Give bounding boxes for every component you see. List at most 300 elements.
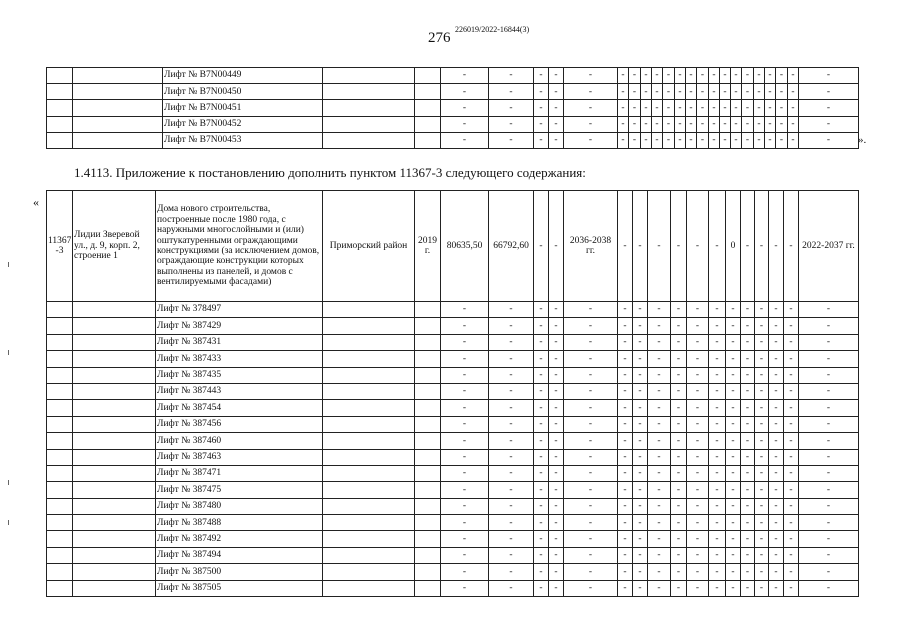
- table-cell: -: [564, 116, 618, 132]
- table-cell: -: [799, 416, 859, 432]
- table-cell: -: [784, 580, 799, 596]
- table-cell: [323, 68, 415, 84]
- table-cell: -: [742, 100, 754, 116]
- table-cell: [415, 351, 441, 367]
- table-cell: -: [741, 400, 755, 416]
- table-cell: -: [633, 367, 648, 383]
- table-cell: -: [799, 367, 859, 383]
- table-cell: -: [534, 531, 549, 547]
- table-cell: -: [652, 116, 663, 132]
- table-cell: -: [489, 465, 534, 481]
- table-cell: -: [489, 580, 534, 596]
- table-cell: [323, 116, 415, 132]
- table-cell: -: [671, 367, 687, 383]
- table-row: [47, 367, 859, 383]
- table-row: [47, 116, 859, 132]
- table-cell: -: [769, 433, 784, 449]
- table-cell: -: [633, 580, 648, 596]
- table-cell: -: [549, 564, 564, 580]
- table-cell: -: [709, 433, 726, 449]
- table-cell: -: [799, 100, 859, 116]
- table-cell: [73, 580, 156, 596]
- table-cell: -: [741, 318, 755, 334]
- table-cell: -: [784, 416, 799, 432]
- table-cell: -: [489, 100, 534, 116]
- table-cell: -: [534, 515, 549, 531]
- table-cell: [73, 383, 156, 399]
- table-cell: -: [663, 116, 675, 132]
- table-cell: -: [534, 132, 549, 148]
- table-cell: [323, 416, 415, 432]
- table-cell: -: [534, 547, 549, 563]
- table-cell: -: [709, 400, 726, 416]
- table-cell: -: [726, 367, 741, 383]
- table-row: [47, 84, 859, 100]
- year: 2019 г.: [415, 191, 441, 302]
- table-cell: [323, 547, 415, 563]
- table-cell: -: [675, 84, 686, 100]
- table-cell: [323, 318, 415, 334]
- table-cell: -: [441, 531, 489, 547]
- table-cell: -: [741, 433, 755, 449]
- table-cell: -: [633, 531, 648, 547]
- table-cell: -: [687, 482, 709, 498]
- table-cell: -: [564, 383, 618, 399]
- table-cell: -: [799, 531, 859, 547]
- table-cell: -: [788, 116, 799, 132]
- table-cell: -: [784, 400, 799, 416]
- area-total: 80635,50: [441, 191, 489, 302]
- table-cell: -: [799, 498, 859, 514]
- table-cell: -: [648, 531, 671, 547]
- table-cell: -: [776, 116, 788, 132]
- table-cell: -: [441, 416, 489, 432]
- table-cell: -: [648, 191, 671, 302]
- table-cell: [73, 449, 156, 465]
- table-cell: -: [441, 84, 489, 100]
- table-cell: -: [564, 564, 618, 580]
- table-cell: [323, 367, 415, 383]
- table-cell: -: [648, 465, 671, 481]
- table-cell: -: [671, 449, 687, 465]
- table-cell: -: [648, 383, 671, 399]
- table-cell: -: [687, 580, 709, 596]
- table-cell: -: [534, 84, 549, 100]
- table-cell: -: [769, 400, 784, 416]
- table-cell: -: [549, 351, 564, 367]
- lift-table-continued: [46, 67, 859, 149]
- table-cell: [415, 334, 441, 350]
- page-number: 276: [428, 30, 451, 46]
- table-cell: -: [549, 580, 564, 596]
- table-cell: [73, 68, 163, 84]
- table-cell: -: [784, 433, 799, 449]
- table-cell: [73, 351, 156, 367]
- table-cell: -: [633, 564, 648, 580]
- table-cell: -: [564, 449, 618, 465]
- table-cell: -: [741, 531, 755, 547]
- table-cell: [47, 482, 73, 498]
- table-cell: -: [441, 547, 489, 563]
- table-cell: [73, 547, 156, 563]
- table-cell: -: [799, 334, 859, 350]
- table-cell: -: [799, 351, 859, 367]
- table-cell: -: [549, 498, 564, 514]
- table-cell: -: [489, 351, 534, 367]
- table-cell: -: [784, 351, 799, 367]
- table-cell: -: [618, 515, 633, 531]
- table-cell: -: [726, 383, 741, 399]
- scan-mark: [8, 520, 9, 525]
- table-cell: -: [671, 400, 687, 416]
- lift-label: Лифт № 387429: [156, 318, 323, 334]
- table-cell: -: [769, 302, 784, 318]
- table-cell: -: [564, 547, 618, 563]
- table-row: [47, 351, 859, 367]
- table-cell: -: [769, 482, 784, 498]
- table-cell: -: [709, 84, 720, 100]
- table-cell: -: [687, 433, 709, 449]
- table-cell: -: [799, 564, 859, 580]
- table-cell: -: [687, 191, 709, 302]
- table-cell: -: [741, 416, 755, 432]
- table-cell: -: [687, 515, 709, 531]
- table-cell: -: [671, 318, 687, 334]
- table-cell: -: [534, 302, 549, 318]
- table-row: [47, 132, 859, 148]
- table-cell: -: [709, 515, 726, 531]
- table-cell: -: [731, 84, 742, 100]
- table-row: [47, 498, 859, 514]
- table-cell: -: [755, 416, 769, 432]
- table-cell: -: [755, 482, 769, 498]
- table-cell: -: [799, 465, 859, 481]
- table-cell: [73, 400, 156, 416]
- table-cell: [47, 318, 73, 334]
- building-row: [47, 191, 859, 302]
- table-cell: -: [648, 416, 671, 432]
- table-cell: -: [671, 482, 687, 498]
- table-cell: -: [687, 498, 709, 514]
- table-cell: -: [564, 68, 618, 84]
- table-cell: -: [687, 383, 709, 399]
- table-cell: -: [788, 132, 799, 148]
- table-cell: -: [618, 68, 629, 84]
- table-cell: -: [709, 100, 720, 116]
- table-cell: -: [489, 132, 534, 148]
- table-cell: -: [741, 334, 755, 350]
- table-cell: -: [755, 564, 769, 580]
- table-cell: -: [799, 547, 859, 563]
- table-cell: [73, 84, 163, 100]
- building-table: [46, 190, 859, 597]
- table-cell: -: [441, 564, 489, 580]
- table-cell: -: [726, 580, 741, 596]
- table-cell: -: [799, 318, 859, 334]
- lift-label: Лифт № 387471: [156, 465, 323, 481]
- table-cell: -: [489, 383, 534, 399]
- lift-label: Лифт № 387480: [156, 498, 323, 514]
- table-cell: -: [441, 449, 489, 465]
- table-cell: -: [726, 515, 741, 531]
- table-cell: -: [726, 433, 741, 449]
- table-cell: -: [663, 84, 675, 100]
- table-cell: -: [687, 547, 709, 563]
- table-row: [47, 400, 859, 416]
- table-cell: [323, 100, 415, 116]
- table-cell: -: [489, 116, 534, 132]
- table-cell: [73, 564, 156, 580]
- table-cell: -: [769, 465, 784, 481]
- table-cell: -: [799, 84, 859, 100]
- table-cell: -: [671, 564, 687, 580]
- table-cell: -: [534, 564, 549, 580]
- table-row: [47, 433, 859, 449]
- table-cell: -: [726, 351, 741, 367]
- table-cell: -: [754, 116, 765, 132]
- table-cell: -: [726, 531, 741, 547]
- table-cell: -: [618, 334, 633, 350]
- table-cell: -: [709, 302, 726, 318]
- table-cell: [73, 334, 156, 350]
- table-cell: -: [618, 449, 633, 465]
- table-cell: -: [788, 68, 799, 84]
- table-cell: -: [629, 68, 641, 84]
- district: Приморский район: [323, 191, 415, 302]
- table-cell: -: [549, 515, 564, 531]
- table-cell: -: [720, 84, 731, 100]
- table-cell: -: [769, 191, 784, 302]
- table-cell: -: [755, 318, 769, 334]
- table-cell: -: [755, 191, 769, 302]
- table-cell: -: [489, 416, 534, 432]
- table-cell: -: [686, 132, 697, 148]
- table-cell: -: [769, 334, 784, 350]
- lift-label: Лифт № B7N00449: [163, 68, 323, 84]
- amendment-paragraph: 1.4113. Приложение к постановлению дополнить пунктом 11367-3 следующего содержания:: [74, 165, 586, 180]
- table-cell: -: [754, 100, 765, 116]
- table-cell: -: [755, 449, 769, 465]
- table-cell: -: [441, 68, 489, 84]
- table-cell: [323, 84, 415, 100]
- table-cell: -: [784, 564, 799, 580]
- scan-mark: [8, 262, 9, 267]
- table-cell: [73, 416, 156, 432]
- table-cell: -: [709, 68, 720, 84]
- table-cell: -: [441, 302, 489, 318]
- table-cell: -: [709, 116, 720, 132]
- table-cell: -: [564, 400, 618, 416]
- table-cell: [73, 367, 156, 383]
- table-cell: -: [709, 351, 726, 367]
- table-cell: -: [441, 351, 489, 367]
- table-cell: -: [709, 383, 726, 399]
- table-cell: -: [687, 449, 709, 465]
- table-row: [47, 482, 859, 498]
- table-row: [47, 465, 859, 481]
- table-cell: [415, 100, 441, 116]
- table-cell: -: [564, 84, 618, 100]
- table-cell: -: [741, 465, 755, 481]
- scan-mark: [8, 480, 9, 485]
- table-cell: -: [652, 68, 663, 84]
- lift-label: Лифт № 387460: [156, 433, 323, 449]
- table-cell: -: [629, 84, 641, 100]
- table-cell: -: [788, 84, 799, 100]
- table-cell: -: [648, 351, 671, 367]
- table-cell: -: [731, 116, 742, 132]
- lift-label: Лифт № 387431: [156, 334, 323, 350]
- table-cell: [47, 351, 73, 367]
- table-cell: -: [648, 449, 671, 465]
- table-cell: -: [686, 100, 697, 116]
- table-cell: -: [686, 84, 697, 100]
- table-cell: -: [697, 116, 709, 132]
- table-cell: -: [769, 318, 784, 334]
- table-cell: -: [618, 580, 633, 596]
- table-cell: -: [726, 302, 741, 318]
- table-cell: -: [769, 531, 784, 547]
- table-cell: [323, 351, 415, 367]
- table-cell: -: [799, 449, 859, 465]
- lift-label: Лифт № B7N00453: [163, 132, 323, 148]
- table-row: [47, 302, 859, 318]
- table-cell: -: [687, 351, 709, 367]
- table-cell: -: [618, 302, 633, 318]
- table-cell: -: [648, 334, 671, 350]
- table-cell: -: [549, 116, 564, 132]
- table-cell: -: [709, 564, 726, 580]
- table-cell: -: [726, 564, 741, 580]
- table-cell: -: [534, 465, 549, 481]
- table-cell: [323, 400, 415, 416]
- table-cell: [323, 302, 415, 318]
- table-cell: -: [697, 132, 709, 148]
- lift-label: Лифт № 387443: [156, 383, 323, 399]
- table-row: [47, 564, 859, 580]
- table-cell: -: [633, 334, 648, 350]
- table-cell: -: [687, 416, 709, 432]
- table-cell: -: [784, 531, 799, 547]
- table-cell: -: [564, 515, 618, 531]
- table-cell: -: [648, 515, 671, 531]
- lift-label: Лифт № B7N00450: [163, 84, 323, 100]
- table-cell: -: [799, 383, 859, 399]
- table-cell: [47, 580, 73, 596]
- table-cell: -: [726, 318, 741, 334]
- table-cell: -: [618, 84, 629, 100]
- table-cell: -: [765, 68, 776, 84]
- table-cell: -: [687, 564, 709, 580]
- table-cell: -: [652, 100, 663, 116]
- table-cell: [415, 433, 441, 449]
- table-row: [47, 449, 859, 465]
- table-cell: -: [633, 351, 648, 367]
- table-cell: -: [618, 116, 629, 132]
- table-cell: [323, 465, 415, 481]
- table-cell: -: [663, 68, 675, 84]
- table-cell: -: [549, 547, 564, 563]
- table-cell: -: [765, 100, 776, 116]
- table-cell: -: [709, 449, 726, 465]
- lift-label: Лифт № 387475: [156, 482, 323, 498]
- table-cell: -: [441, 580, 489, 596]
- table-cell: -: [534, 482, 549, 498]
- table-cell: -: [489, 400, 534, 416]
- table-cell: -: [726, 498, 741, 514]
- table-cell: -: [784, 302, 799, 318]
- table-cell: -: [697, 68, 709, 84]
- table-cell: -: [549, 132, 564, 148]
- table-cell: -: [534, 498, 549, 514]
- table-cell: -: [549, 531, 564, 547]
- table-row: [47, 580, 859, 596]
- table-cell: -: [564, 465, 618, 481]
- table-cell: -: [720, 100, 731, 116]
- table-cell: -: [564, 498, 618, 514]
- table-cell: [47, 449, 73, 465]
- table-cell: -: [534, 318, 549, 334]
- table-cell: -: [549, 302, 564, 318]
- table-cell: -: [549, 100, 564, 116]
- table-cell: -: [663, 132, 675, 148]
- table-cell: [47, 132, 73, 148]
- table-cell: [47, 433, 73, 449]
- table-cell: -: [755, 367, 769, 383]
- table-cell: -: [788, 100, 799, 116]
- table-cell: -: [742, 84, 754, 100]
- table-cell: -: [549, 482, 564, 498]
- table-cell: -: [776, 132, 788, 148]
- table-cell: -: [709, 367, 726, 383]
- table-cell: -: [618, 531, 633, 547]
- table-cell: -: [489, 547, 534, 563]
- table-cell: -: [769, 580, 784, 596]
- table-cell: -: [618, 100, 629, 116]
- table-cell: [73, 482, 156, 498]
- table-cell: [47, 465, 73, 481]
- table-cell: -: [441, 515, 489, 531]
- table-cell: -: [641, 68, 652, 84]
- table-cell: -: [534, 334, 549, 350]
- lift-label: Лифт № B7N00452: [163, 116, 323, 132]
- table-cell: 0: [726, 191, 741, 302]
- table-cell: -: [687, 334, 709, 350]
- table-cell: -: [671, 433, 687, 449]
- address: Лидии Зверевой ул., д. 9, корп. 2, строение 1: [73, 191, 156, 302]
- table-cell: -: [633, 498, 648, 514]
- table-cell: -: [709, 547, 726, 563]
- table-cell: -: [549, 84, 564, 100]
- table-cell: -: [564, 100, 618, 116]
- table-cell: -: [534, 68, 549, 84]
- table-cell: [323, 334, 415, 350]
- table-cell: -: [697, 100, 709, 116]
- table-cell: -: [633, 400, 648, 416]
- table-cell: -: [441, 100, 489, 116]
- table-cell: -: [755, 515, 769, 531]
- table-cell: [415, 383, 441, 399]
- table-cell: -: [726, 400, 741, 416]
- table-cell: [323, 515, 415, 531]
- table-cell: -: [441, 334, 489, 350]
- table-cell: -: [641, 116, 652, 132]
- table-cell: -: [618, 547, 633, 563]
- lift-label: Лифт № B7N00451: [163, 100, 323, 116]
- table-cell: -: [648, 400, 671, 416]
- table-cell: -: [564, 367, 618, 383]
- table-cell: [415, 547, 441, 563]
